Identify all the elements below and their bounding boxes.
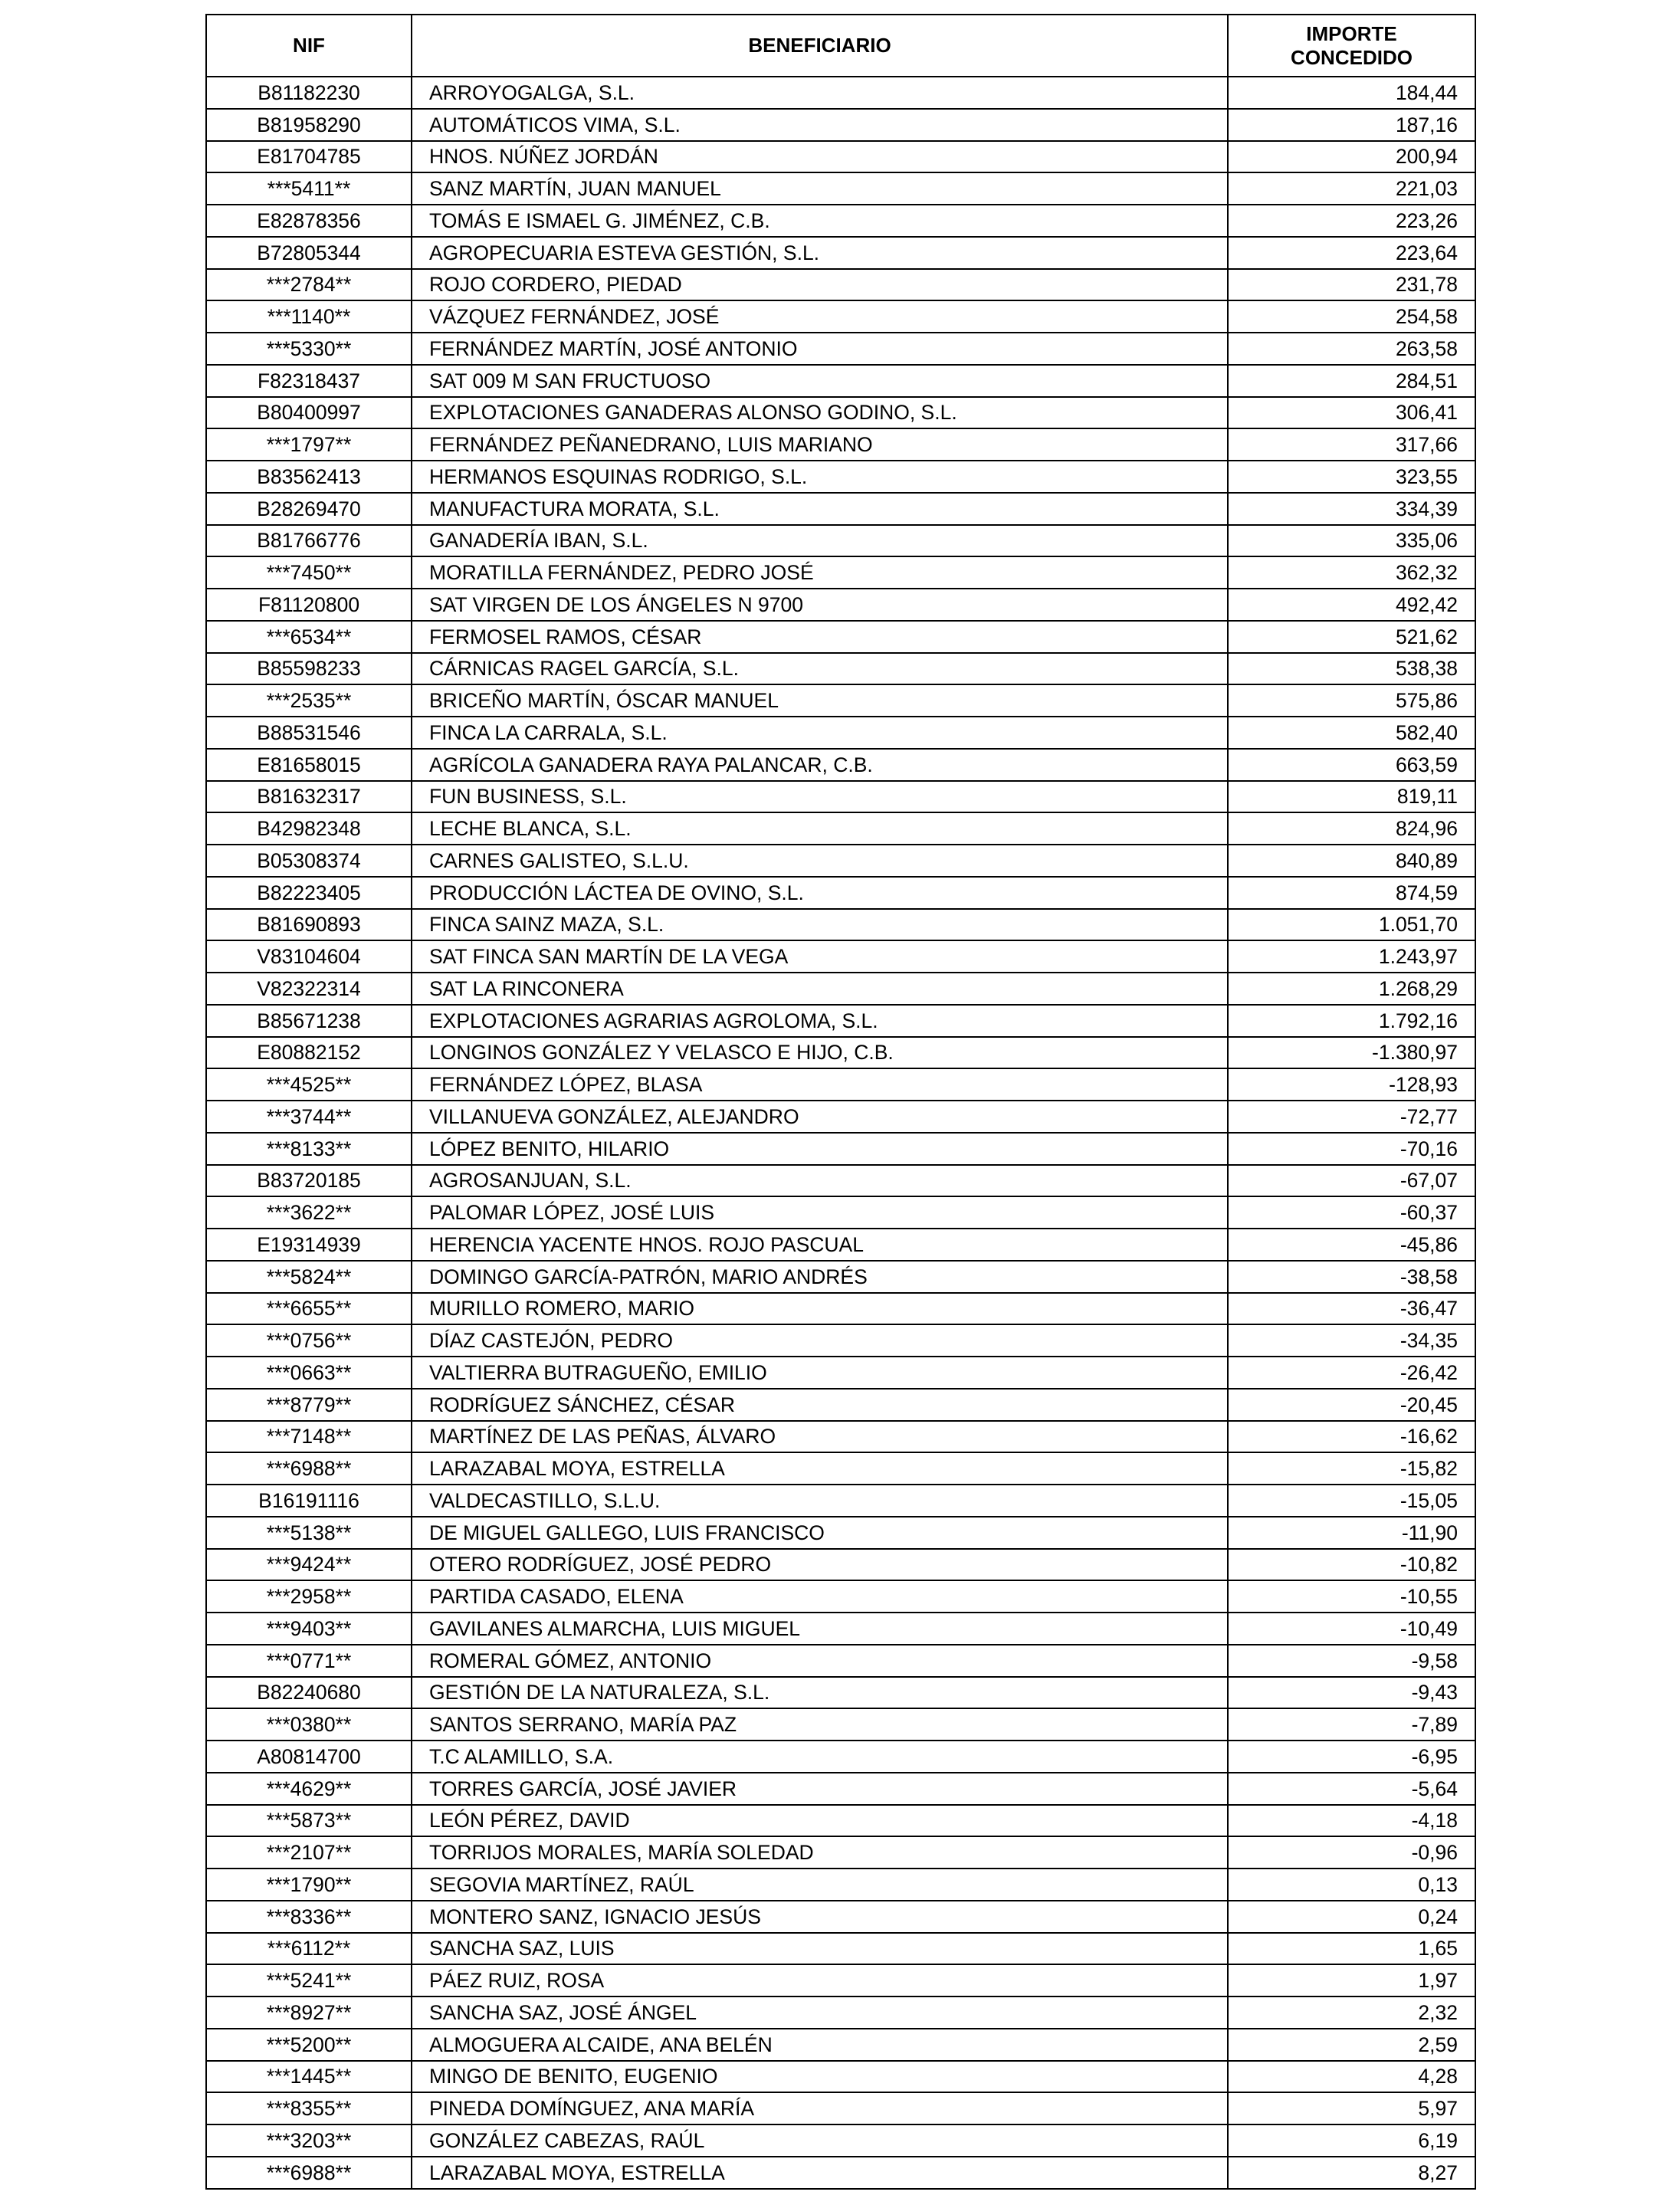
importe-cell: 362,32 — [1228, 556, 1475, 589]
nif-cell: E80882152 — [206, 1037, 412, 1069]
importe-cell: 1.051,70 — [1228, 909, 1475, 941]
importe-cell: 187,16 — [1228, 109, 1475, 141]
nif-cell: B81766776 — [206, 525, 412, 557]
beneficiario-cell: PRODUCCIÓN LÁCTEA DE OVINO, S.L. — [412, 877, 1228, 909]
table-row — [206, 1196, 1475, 1229]
nif-cell: E19314939 — [206, 1229, 412, 1261]
importe-cell: -26,42 — [1228, 1357, 1475, 1389]
table-row — [206, 1964, 1475, 1996]
importe-cell: -70,16 — [1228, 1133, 1475, 1165]
importe-cell: 663,59 — [1228, 749, 1475, 781]
table-row — [206, 172, 1475, 205]
table-row — [206, 1068, 1475, 1101]
beneficiario-cell: OTERO RODRÍGUEZ, JOSÉ PEDRO — [412, 1549, 1228, 1581]
nif-cell: B85671238 — [206, 1005, 412, 1037]
beneficiario-cell: EXPLOTACIONES GANADERAS ALONSO GODINO, S.L. — [412, 397, 1228, 429]
nif-cell: B81182230 — [206, 77, 412, 109]
table-row — [206, 877, 1475, 909]
importe-cell: 492,42 — [1228, 589, 1475, 621]
beneficiario-cell: LARAZABAL MOYA, ESTRELLA — [412, 2157, 1228, 2189]
nif-cell: ***2535** — [206, 684, 412, 717]
nif-cell: B72805344 — [206, 237, 412, 269]
table-row — [206, 1421, 1475, 1453]
nif-cell: B80400997 — [206, 397, 412, 429]
nif-cell: B16191116 — [206, 1485, 412, 1517]
importe-cell: -5,64 — [1228, 1773, 1475, 1805]
nif-cell: B82240680 — [206, 1677, 412, 1709]
nif-cell: V83104604 — [206, 940, 412, 973]
importe-cell: 200,94 — [1228, 141, 1475, 173]
table-row — [206, 300, 1475, 333]
importe-cell: 1,65 — [1228, 1933, 1475, 1965]
importe-cell: 334,39 — [1228, 493, 1475, 525]
nif-cell: ***1140** — [206, 300, 412, 333]
importe-cell: -9,58 — [1228, 1645, 1475, 1677]
beneficiario-cell: TORRES GARCÍA, JOSÉ JAVIER — [412, 1773, 1228, 1805]
nif-cell: ***6534** — [206, 621, 412, 653]
beneficiario-cell: ROJO CORDERO, PIEDAD — [412, 269, 1228, 301]
importe-cell: 874,59 — [1228, 877, 1475, 909]
beneficiario-cell: VALTIERRA BUTRAGUEÑO, EMILIO — [412, 1357, 1228, 1389]
nif-cell: ***3203** — [206, 2124, 412, 2157]
importe-cell: -10,55 — [1228, 1580, 1475, 1613]
nif-cell: ***3622** — [206, 1196, 412, 1229]
header-row — [206, 15, 1475, 77]
nif-cell: ***8927** — [206, 1996, 412, 2029]
importe-cell: 231,78 — [1228, 269, 1475, 301]
importe-cell: 221,03 — [1228, 172, 1475, 205]
table-row — [206, 1580, 1475, 1613]
table-row — [206, 717, 1475, 749]
importe-cell: 223,26 — [1228, 205, 1475, 237]
beneficiario-cell: GONZÁLEZ CABEZAS, RAÚL — [412, 2124, 1228, 2157]
nif-cell: V82322314 — [206, 973, 412, 1005]
importe-cell: -15,05 — [1228, 1485, 1475, 1517]
table-row — [206, 812, 1475, 845]
beneficiario-cell: FINCA SAINZ MAZA, S.L. — [412, 909, 1228, 941]
importe-cell: -38,58 — [1228, 1261, 1475, 1293]
importe-cell: -67,07 — [1228, 1165, 1475, 1197]
table-row — [206, 1836, 1475, 1869]
beneficiario-cell: MINGO DE BENITO, EUGENIO — [412, 2061, 1228, 2093]
nif-cell: E82878356 — [206, 205, 412, 237]
nif-cell: ***0380** — [206, 1708, 412, 1741]
beneficiario-cell: SAT LA RINCONERA — [412, 973, 1228, 1005]
header-importe-line2: CONCEDIDO — [1291, 45, 1413, 69]
table-row — [206, 781, 1475, 813]
nif-cell: ***7148** — [206, 1421, 412, 1453]
table-row — [206, 845, 1475, 877]
nif-cell: ***3744** — [206, 1101, 412, 1133]
table-row — [206, 684, 1475, 717]
table-row — [206, 333, 1475, 365]
beneficiario-cell: AUTOMÁTICOS VIMA, S.L. — [412, 109, 1228, 141]
importe-cell: -6,95 — [1228, 1741, 1475, 1773]
table-body — [206, 77, 1475, 2189]
beneficiario-cell: TOMÁS E ISMAEL G. JIMÉNEZ, C.B. — [412, 205, 1228, 237]
beneficiario-cell: SEGOVIA MARTÍNEZ, RAÚL — [412, 1869, 1228, 1901]
table-row — [206, 1229, 1475, 1261]
importe-cell: -20,45 — [1228, 1389, 1475, 1421]
beneficiario-cell: VILLANUEVA GONZÁLEZ, ALEJANDRO — [412, 1101, 1228, 1133]
importe-cell: 284,51 — [1228, 365, 1475, 397]
importe-cell: 323,55 — [1228, 461, 1475, 493]
importe-cell: 575,86 — [1228, 684, 1475, 717]
importe-cell: 538,38 — [1228, 653, 1475, 685]
importe-cell: -36,47 — [1228, 1293, 1475, 1325]
beneficiario-cell: FERMOSEL RAMOS, CÉSAR — [412, 621, 1228, 653]
beneficiario-cell: PARTIDA CASADO, ELENA — [412, 1580, 1228, 1613]
beneficiario-cell: FINCA LA CARRALA, S.L. — [412, 717, 1228, 749]
importe-cell: 0,13 — [1228, 1869, 1475, 1901]
table-row — [206, 1357, 1475, 1389]
table-row — [206, 1037, 1475, 1069]
beneficiario-cell: FUN BUSINESS, S.L. — [412, 781, 1228, 813]
beneficiario-cell: LECHE BLANCA, S.L. — [412, 812, 1228, 845]
table-header — [206, 15, 1475, 77]
beneficiaries-table — [205, 14, 1476, 2190]
beneficiario-cell: CÁRNICAS RAGEL GARCÍA, S.L. — [412, 653, 1228, 685]
importe-cell: -9,43 — [1228, 1677, 1475, 1709]
importe-cell: -7,89 — [1228, 1708, 1475, 1741]
nif-cell: A80814700 — [206, 1741, 412, 1773]
nif-cell: ***9424** — [206, 1549, 412, 1581]
table-row — [206, 1101, 1475, 1133]
importe-cell: 1.792,16 — [1228, 1005, 1475, 1037]
nif-cell: ***0756** — [206, 1324, 412, 1357]
importe-cell: 824,96 — [1228, 812, 1475, 845]
importe-cell: 6,19 — [1228, 2124, 1475, 2157]
importe-cell: -4,18 — [1228, 1805, 1475, 1837]
nif-cell: ***8355** — [206, 2092, 412, 2124]
importe-cell: 335,06 — [1228, 525, 1475, 557]
nif-cell: ***8133** — [206, 1133, 412, 1165]
importe-cell: 2,32 — [1228, 1996, 1475, 2029]
beneficiario-cell: HERENCIA YACENTE HNOS. ROJO PASCUAL — [412, 1229, 1228, 1261]
table-row — [206, 2061, 1475, 2093]
importe-cell: -10,49 — [1228, 1613, 1475, 1645]
beneficiario-cell: MORATILLA FERNÁNDEZ, PEDRO JOSÉ — [412, 556, 1228, 589]
beneficiario-cell: DÍAZ CASTEJÓN, PEDRO — [412, 1324, 1228, 1357]
beneficiario-cell: HNOS. NÚÑEZ JORDÁN — [412, 141, 1228, 173]
nif-cell: ***6988** — [206, 1452, 412, 1485]
nif-cell: ***1790** — [206, 1869, 412, 1901]
nif-cell: ***8779** — [206, 1389, 412, 1421]
importe-cell: 2,59 — [1228, 2029, 1475, 2061]
table-row — [206, 1261, 1475, 1293]
beneficiario-cell: HERMANOS ESQUINAS RODRIGO, S.L. — [412, 461, 1228, 493]
table-row — [206, 1741, 1475, 1773]
importe-cell: -10,82 — [1228, 1549, 1475, 1581]
beneficiario-cell: SANTOS SERRANO, MARÍA PAZ — [412, 1708, 1228, 1741]
table-row — [206, 1005, 1475, 1037]
importe-cell: -15,82 — [1228, 1452, 1475, 1485]
beneficiaries-table-container — [205, 14, 1475, 2190]
beneficiario-cell: SAT VIRGEN DE LOS ÁNGELES N 9700 — [412, 589, 1228, 621]
beneficiario-cell: LARAZABAL MOYA, ESTRELLA — [412, 1452, 1228, 1485]
nif-cell: ***4525** — [206, 1068, 412, 1101]
beneficiario-cell: AGROPECUARIA ESTEVA GESTIÓN, S.L. — [412, 237, 1228, 269]
nif-cell: ***5200** — [206, 2029, 412, 2061]
table-row — [206, 237, 1475, 269]
nif-cell: E81704785 — [206, 141, 412, 173]
table-row — [206, 589, 1475, 621]
importe-cell: 306,41 — [1228, 397, 1475, 429]
table-row — [206, 1293, 1475, 1325]
beneficiario-cell: MARTÍNEZ DE LAS PEÑAS, ÁLVARO — [412, 1421, 1228, 1453]
importe-cell: 4,28 — [1228, 2061, 1475, 2093]
table-row — [206, 269, 1475, 301]
table-row — [206, 973, 1475, 1005]
beneficiario-cell: SANZ MARTÍN, JUAN MANUEL — [412, 172, 1228, 205]
table-row — [206, 2157, 1475, 2189]
table-row — [206, 2029, 1475, 2061]
nif-cell: B81690893 — [206, 909, 412, 941]
nif-cell: ***2958** — [206, 1580, 412, 1613]
table-row — [206, 1389, 1475, 1421]
importe-cell: 1,97 — [1228, 1964, 1475, 1996]
nif-cell: ***8336** — [206, 1901, 412, 1933]
beneficiario-cell: SANCHA SAZ, JOSÉ ÁNGEL — [412, 1996, 1228, 2029]
table-row — [206, 205, 1475, 237]
importe-cell: 840,89 — [1228, 845, 1475, 877]
beneficiario-cell: AGROSANJUAN, S.L. — [412, 1165, 1228, 1197]
beneficiario-cell: GAVILANES ALMARCHA, LUIS MIGUEL — [412, 1613, 1228, 1645]
header-beneficiario: BENEFICIARIO — [412, 15, 1228, 77]
table-row — [206, 1708, 1475, 1741]
table-row — [206, 428, 1475, 461]
beneficiario-cell: PINEDA DOMÍNGUEZ, ANA MARÍA — [412, 2092, 1228, 2124]
table-row — [206, 1613, 1475, 1645]
beneficiario-cell: MONTERO SANZ, IGNACIO JESÚS — [412, 1901, 1228, 1933]
beneficiario-cell: MURILLO ROMERO, MARIO — [412, 1293, 1228, 1325]
importe-cell: 8,27 — [1228, 2157, 1475, 2189]
table-row — [206, 1485, 1475, 1517]
beneficiario-cell: LEÓN PÉREZ, DAVID — [412, 1805, 1228, 1837]
importe-cell: 184,44 — [1228, 77, 1475, 109]
table-row — [206, 1901, 1475, 1933]
beneficiario-cell: ROMERAL GÓMEZ, ANTONIO — [412, 1645, 1228, 1677]
nif-cell: ***1797** — [206, 428, 412, 461]
header-importe-line1: IMPORTE — [1306, 21, 1397, 45]
beneficiario-cell: EXPLOTACIONES AGRARIAS AGROLOMA, S.L. — [412, 1005, 1228, 1037]
importe-cell: -128,93 — [1228, 1068, 1475, 1101]
table-row — [206, 493, 1475, 525]
beneficiario-cell: LONGINOS GONZÁLEZ Y VELASCO E HIJO, C.B. — [412, 1037, 1228, 1069]
importe-cell: -0,96 — [1228, 1836, 1475, 1869]
table-row — [206, 1324, 1475, 1357]
importe-cell: -72,77 — [1228, 1101, 1475, 1133]
nif-cell: ***1445** — [206, 2061, 412, 2093]
importe-cell: 0,24 — [1228, 1901, 1475, 1933]
nif-cell: ***5330** — [206, 333, 412, 365]
beneficiario-cell: ALMOGUERA ALCAIDE, ANA BELÉN — [412, 2029, 1228, 2061]
nif-cell: B88531546 — [206, 717, 412, 749]
beneficiario-cell: DE MIGUEL GALLEGO, LUIS FRANCISCO — [412, 1517, 1228, 1549]
beneficiario-cell: FERNÁNDEZ PEÑANEDRANO, LUIS MARIANO — [412, 428, 1228, 461]
beneficiario-cell: SAT 009 M SAN FRUCTUOSO — [412, 365, 1228, 397]
table-row — [206, 1805, 1475, 1837]
importe-cell: 1.243,97 — [1228, 940, 1475, 973]
nif-cell: B42982348 — [206, 812, 412, 845]
table-row — [206, 525, 1475, 557]
nif-cell: ***5241** — [206, 1964, 412, 1996]
beneficiario-cell: FERNÁNDEZ LÓPEZ, BLASA — [412, 1068, 1228, 1101]
importe-cell: 819,11 — [1228, 781, 1475, 813]
beneficiario-cell: VALDECASTILLO, S.L.U. — [412, 1485, 1228, 1517]
beneficiario-cell: AGRÍCOLA GANADERA RAYA PALANCAR, C.B. — [412, 749, 1228, 781]
table-row — [206, 909, 1475, 941]
beneficiario-cell: SANCHA SAZ, LUIS — [412, 1933, 1228, 1965]
importe-cell: -1.380,97 — [1228, 1037, 1475, 1069]
nif-cell: ***9403** — [206, 1613, 412, 1645]
table-row — [206, 1996, 1475, 2029]
nif-cell: F81120800 — [206, 589, 412, 621]
importe-cell: 254,58 — [1228, 300, 1475, 333]
beneficiario-cell: GANADERÍA IBAN, S.L. — [412, 525, 1228, 557]
table-row — [206, 621, 1475, 653]
nif-cell: B05308374 — [206, 845, 412, 877]
nif-cell: ***6988** — [206, 2157, 412, 2189]
importe-cell: -45,86 — [1228, 1229, 1475, 1261]
beneficiario-cell: RODRÍGUEZ SÁNCHEZ, CÉSAR — [412, 1389, 1228, 1421]
nif-cell: ***2784** — [206, 269, 412, 301]
nif-cell: B83720185 — [206, 1165, 412, 1197]
importe-cell: 5,97 — [1228, 2092, 1475, 2124]
table-row — [206, 461, 1475, 493]
nif-cell: B83562413 — [206, 461, 412, 493]
beneficiario-cell: BRICEÑO MARTÍN, ÓSCAR MANUEL — [412, 684, 1228, 717]
nif-cell: ***0663** — [206, 1357, 412, 1389]
nif-cell: B28269470 — [206, 493, 412, 525]
beneficiario-cell: PÁEZ RUIZ, ROSA — [412, 1964, 1228, 1996]
table-row — [206, 109, 1475, 141]
nif-cell: E81658015 — [206, 749, 412, 781]
table-row — [206, 1452, 1475, 1485]
beneficiario-cell: FERNÁNDEZ MARTÍN, JOSÉ ANTONIO — [412, 333, 1228, 365]
header-nif: NIF — [206, 15, 412, 77]
nif-cell: ***0771** — [206, 1645, 412, 1677]
table-row — [206, 77, 1475, 109]
beneficiario-cell: MANUFACTURA MORATA, S.L. — [412, 493, 1228, 525]
table-row — [206, 1165, 1475, 1197]
importe-cell: -34,35 — [1228, 1324, 1475, 1357]
table-row — [206, 556, 1475, 589]
importe-cell: 223,64 — [1228, 237, 1475, 269]
table-row — [206, 2124, 1475, 2157]
importe-cell: -60,37 — [1228, 1196, 1475, 1229]
nif-cell: ***6112** — [206, 1933, 412, 1965]
nif-cell: ***5873** — [206, 1805, 412, 1837]
importe-cell: -11,90 — [1228, 1517, 1475, 1549]
beneficiario-cell: GESTIÓN DE LA NATURALEZA, S.L. — [412, 1677, 1228, 1709]
table-row — [206, 653, 1475, 685]
table-row — [206, 940, 1475, 973]
nif-cell: B81632317 — [206, 781, 412, 813]
nif-cell: ***4629** — [206, 1773, 412, 1805]
importe-cell: 263,58 — [1228, 333, 1475, 365]
nif-cell: ***5138** — [206, 1517, 412, 1549]
beneficiario-cell: PALOMAR LÓPEZ, JOSÉ LUIS — [412, 1196, 1228, 1229]
nif-cell: ***5824** — [206, 1261, 412, 1293]
table-row — [206, 1677, 1475, 1709]
nif-cell: F82318437 — [206, 365, 412, 397]
nif-cell: ***7450** — [206, 556, 412, 589]
table-row — [206, 749, 1475, 781]
table-row — [206, 1549, 1475, 1581]
nif-cell: B82223405 — [206, 877, 412, 909]
importe-cell: 1.268,29 — [1228, 973, 1475, 1005]
beneficiario-cell: SAT FINCA SAN MARTÍN DE LA VEGA — [412, 940, 1228, 973]
table-row — [206, 1133, 1475, 1165]
table-row — [206, 1517, 1475, 1549]
beneficiario-cell: DOMINGO GARCÍA-PATRÓN, MARIO ANDRÉS — [412, 1261, 1228, 1293]
nif-cell: ***6655** — [206, 1293, 412, 1325]
table-row — [206, 397, 1475, 429]
nif-cell: ***5411** — [206, 172, 412, 205]
beneficiario-cell: VÁZQUEZ FERNÁNDEZ, JOSÉ — [412, 300, 1228, 333]
beneficiario-cell: LÓPEZ BENITO, HILARIO — [412, 1133, 1228, 1165]
importe-cell: 521,62 — [1228, 621, 1475, 653]
nif-cell: B85598233 — [206, 653, 412, 685]
table-row — [206, 1773, 1475, 1805]
importe-cell: 582,40 — [1228, 717, 1475, 749]
table-row — [206, 2092, 1475, 2124]
beneficiario-cell: TORRIJOS MORALES, MARÍA SOLEDAD — [412, 1836, 1228, 1869]
importe-cell: -16,62 — [1228, 1421, 1475, 1453]
header-importe-concedido — [1228, 15, 1475, 77]
beneficiario-cell: CARNES GALISTEO, S.L.U. — [412, 845, 1228, 877]
table-row — [206, 365, 1475, 397]
nif-cell: ***2107** — [206, 1836, 412, 1869]
beneficiario-cell: ARROYOGALGA, S.L. — [412, 77, 1228, 109]
nif-cell: B81958290 — [206, 109, 412, 141]
table-row — [206, 1869, 1475, 1901]
table-row — [206, 141, 1475, 173]
beneficiario-cell: T.C ALAMILLO, S.A. — [412, 1741, 1228, 1773]
table-row — [206, 1645, 1475, 1677]
importe-cell: 317,66 — [1228, 428, 1475, 461]
table-row — [206, 1933, 1475, 1965]
